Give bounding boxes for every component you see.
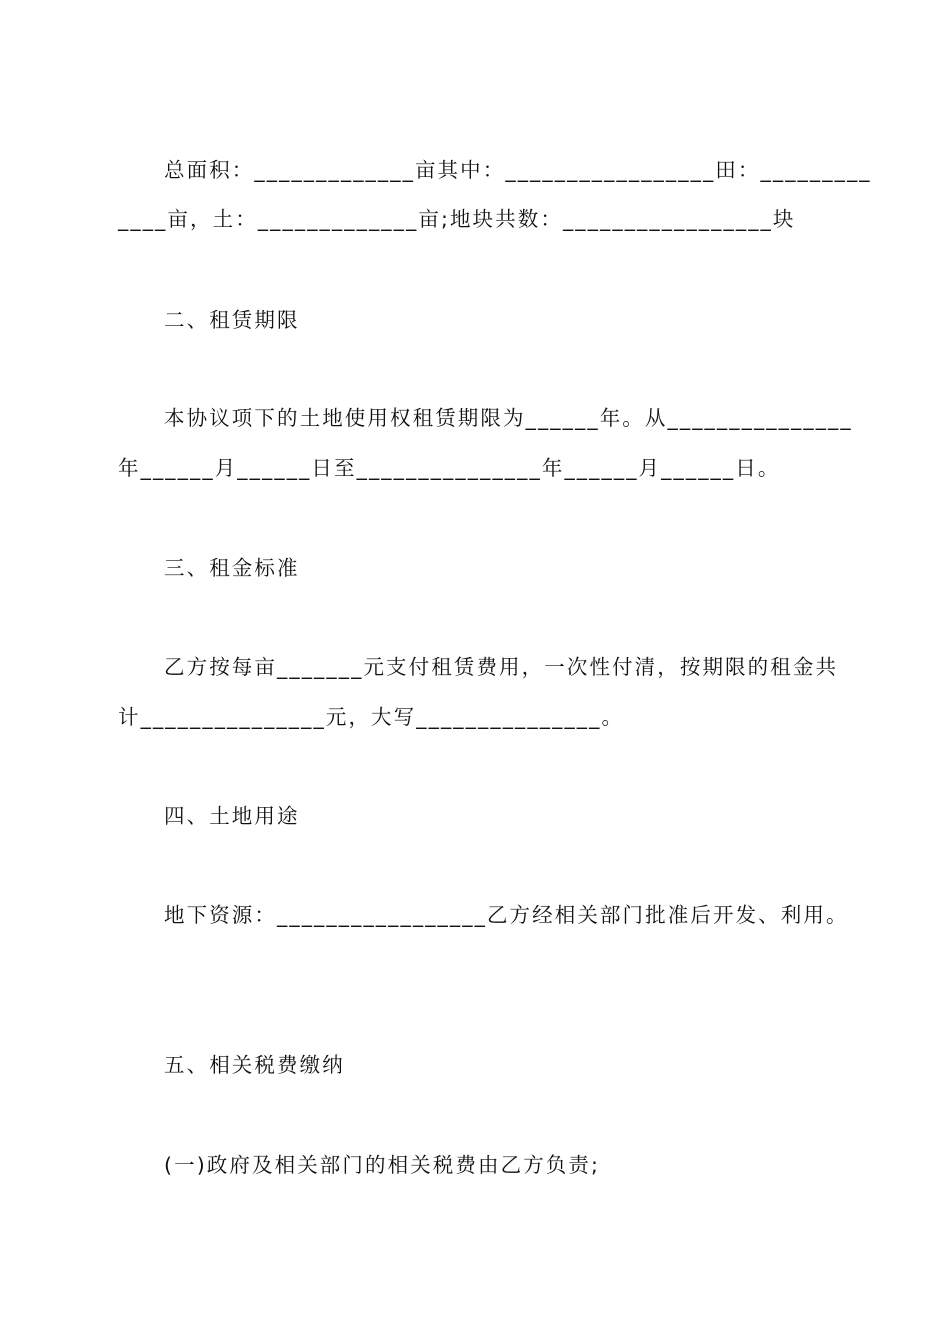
area-breakdown-line: ____亩，土：_____________亩;地块共数：_________________块 <box>118 207 796 231</box>
rent-total-line: 计_______________元，大写_______________。 <box>118 705 625 729</box>
section-heading-lease-term: 二、租赁期限 <box>164 308 300 332</box>
section-heading-taxes: 五、相关税费缴纳 <box>164 1053 345 1077</box>
section-heading-land-use: 四、土地用途 <box>164 804 300 828</box>
rent-rate-line: 乙方按每亩_______元支付租赁费用，一次性付清，按期限的租金共 <box>164 655 839 679</box>
tax-clause-line: (一)政府及相关部门的相关税费由乙方负责; <box>164 1153 601 1177</box>
lease-dates-line: 年______月______日至_______________年______月______日。 <box>118 456 781 480</box>
section-heading-rent: 三、租金标准 <box>164 556 300 580</box>
total-area-line: 总面积：_____________亩其中：_________________田：_________ <box>164 158 872 182</box>
lease-term-line: 本协议项下的土地使用权租赁期限为______年。从_______________ <box>164 406 853 430</box>
land-use-line: 地下资源：_________________乙方经相关部门批准后开发、利用。 <box>164 903 849 927</box>
